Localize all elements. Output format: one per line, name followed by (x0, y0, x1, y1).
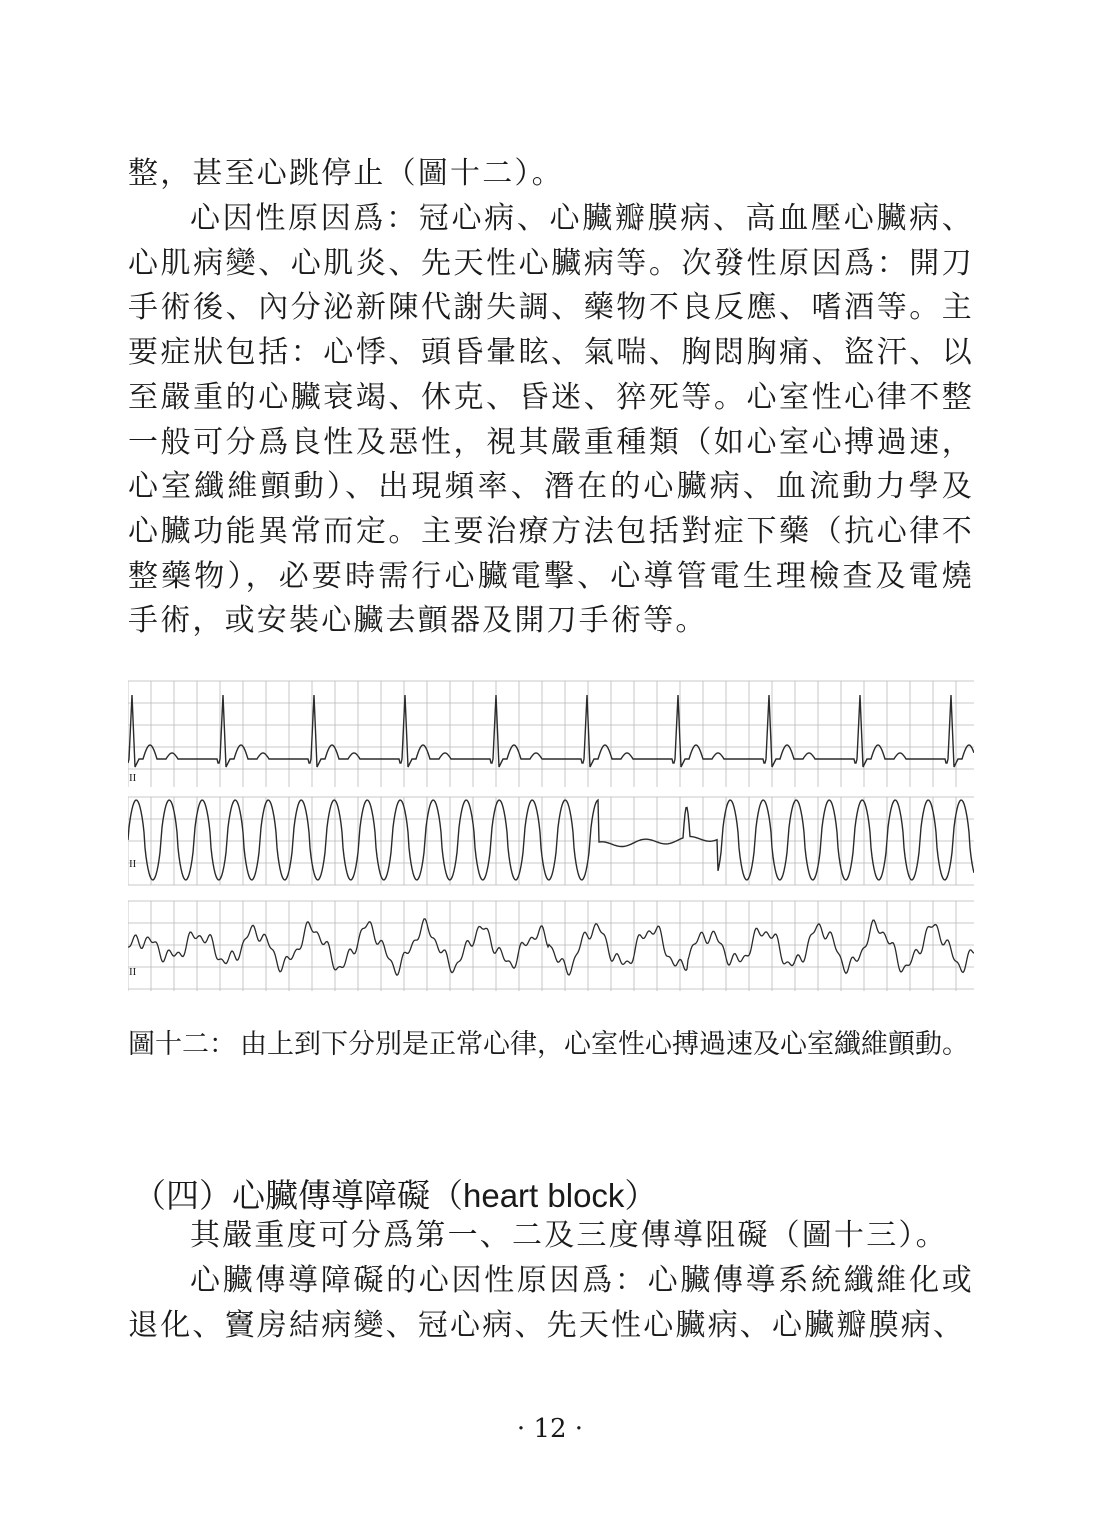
ecg-trace-ventricular-tachycardia (128, 800, 974, 880)
figure-caption (128, 1027, 974, 1062)
paragraph-causes-symptoms: 心因性原因爲：冠心病、心臟瓣膜病、高血壓心臟病、心肌病變、心肌炎、先天性心臟病等。次發性原因爲：開刀手術後、內分泌新陳代謝失調、藥物不良反應、嗜酒等。主要症狀包括：心悸、頭昏暈眩、氣喘、胸悶胸痛、盜汗、以至嚴重的心臟衰竭、休克、昏迷、猝死等。心室性心律不整一般可分爲良性及惡性，視其嚴重種類（如心室心搏過速，心室纖維顫動）、出現頻率、潛在的心臟病、血流動力學及心臟功能異常而定。主要治療方法包括對症下藥（抗心律不整藥物），必要時需行心臟電擊、心導管電生理檢查及電燒手術，或安裝心臟去顫器及開刀手術等。 (128, 201, 974, 639)
paragraph-block-causes: 心臟傳導障礙的心因性原因爲：心臟傳導系統纖維化或退化、竇房結病變、冠心病、先天性心臟病、心臟瓣膜病、 (128, 1263, 974, 1343)
ecg-strips (128, 675, 974, 991)
lead-label: II (129, 772, 137, 784)
paragraph-severity: 其嚴重度可分爲第一、二及三度傳導阻礙（圖十三）。 (190, 1218, 948, 1253)
ecg-figure (128, 675, 974, 991)
caption-label: 圖十二： (128, 1029, 236, 1059)
ecg-trace-normal-rhythm (128, 695, 974, 767)
lead-label: II (129, 966, 137, 978)
paragraph-continuation: 整，甚至心跳停止（圖十二）。 (128, 156, 564, 191)
lead-label: II (129, 858, 137, 870)
ecg-grid (128, 681, 974, 991)
page-number: · 12 · (516, 1414, 584, 1444)
caption-text: 由上到下分別是正常心律，心室性心搏過速及心室纖維顫動。 (240, 1029, 969, 1059)
section-heading: （四）心臟傳導障礙（heart block） (133, 1177, 658, 1214)
